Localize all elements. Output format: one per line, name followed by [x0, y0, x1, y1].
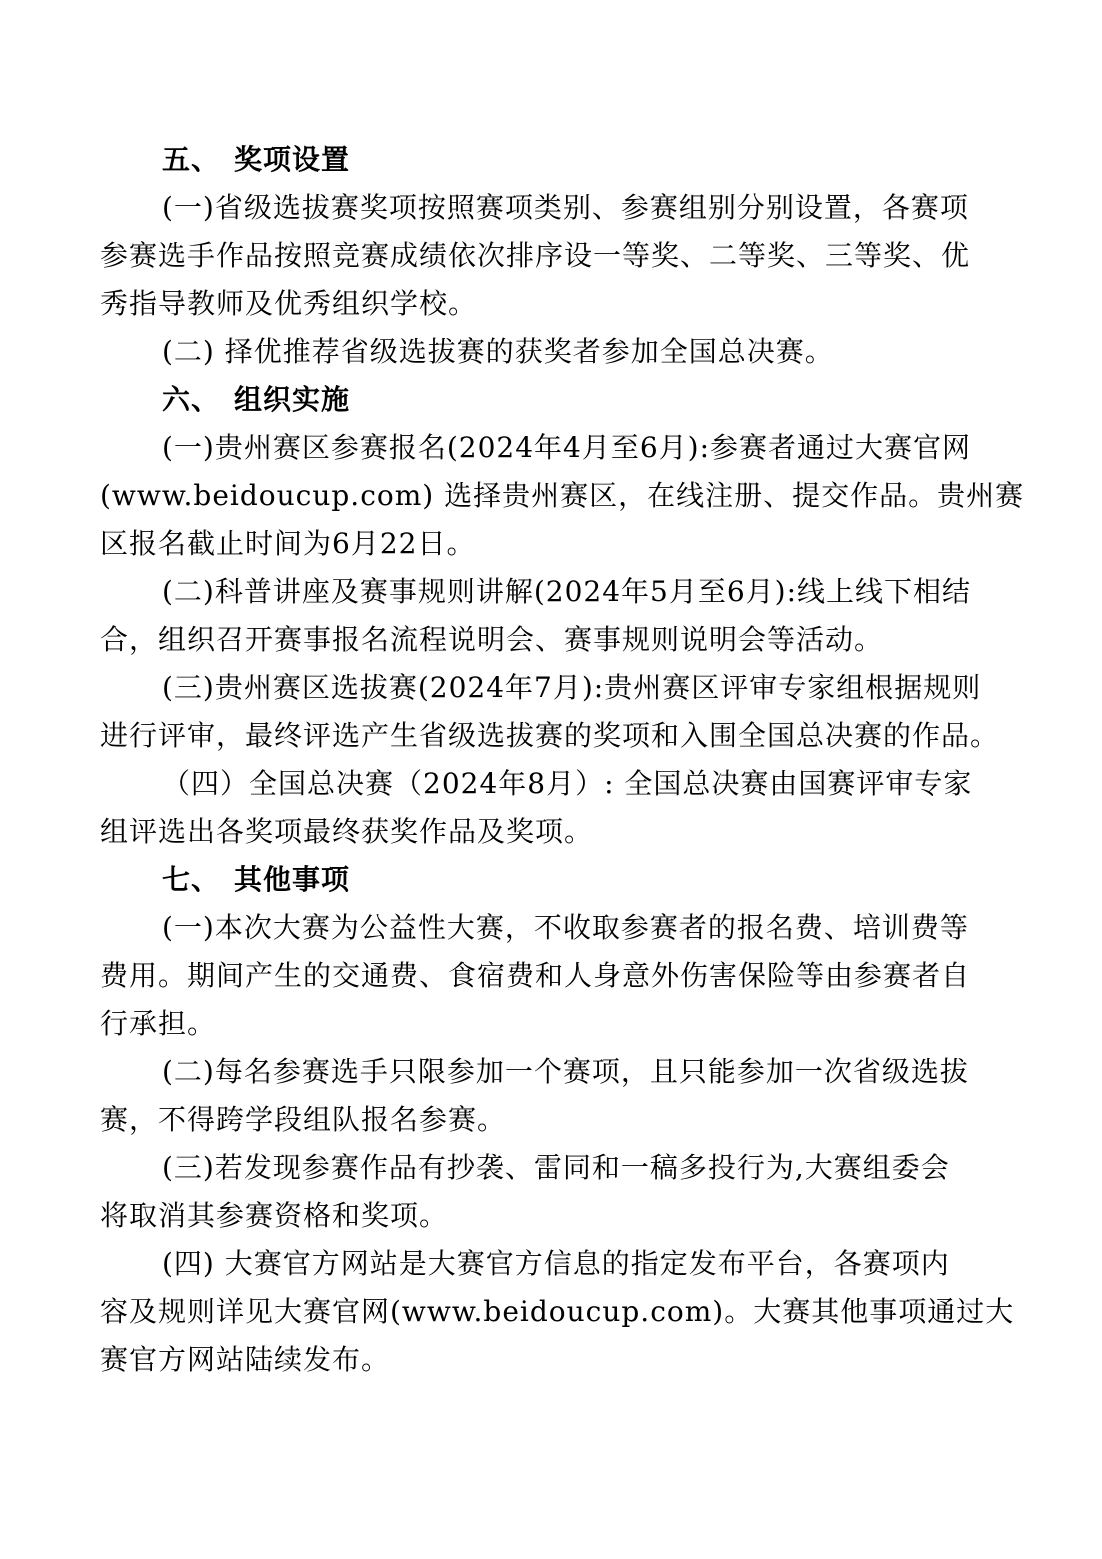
text-line: (一)本次大赛为公益性大赛，不收取参赛者的报名费、培训费等 — [162, 911, 969, 944]
text-line: (四) 大赛官方网站是大赛官方信息的指定发布平台，各赛项内 — [162, 1247, 950, 1280]
section-number: 五、 — [162, 143, 221, 176]
paragraph-6-1 — [100, 424, 1025, 568]
text-line: 赛官方网站陆续发布。 — [100, 1343, 391, 1376]
text-line: 赛，不得跨学段组队报名参赛。 — [100, 1103, 507, 1136]
text-line: (二)每名参赛选手只限参加一个赛项，且只能参加一次省级选拔 — [162, 1055, 969, 1088]
paragraph-6-4 — [100, 760, 1000, 856]
text-line: 行承担。 — [100, 1007, 217, 1040]
section-title: 奖项设置 — [234, 143, 351, 176]
paragraph-7-2 — [100, 1048, 1000, 1144]
section-heading-5 — [100, 136, 1000, 184]
text-line: 将取消其参赛资格和奖项。 — [100, 1199, 449, 1232]
paragraph-7-4 — [100, 1240, 1015, 1384]
paragraph-7-1 — [100, 904, 1000, 1048]
paragraph-6-2 — [100, 568, 1000, 664]
text-line: 秀指导教师及优秀组织学校。 — [100, 287, 478, 320]
text-line: (一)省级选拔赛奖项按照赛项类别、参赛组别分别设置，各赛项 — [162, 191, 969, 224]
text-line: 容及规则详见大赛官网(www.beidoucup.com)。大赛其他事项通过大 — [100, 1295, 1015, 1328]
text-line: 费用。期间产生的交通费、食宿费和人身意外伤害保险等由参赛者自 — [100, 959, 971, 992]
section-number: 六、 — [162, 383, 221, 416]
section-heading-6 — [100, 376, 1000, 424]
text-line: (www.beidoucup.com) 选择贵州赛区，在线注册、提交作品。贵州赛 — [100, 479, 1025, 512]
section-title: 组织实施 — [234, 383, 351, 416]
paragraph-5-2 — [100, 328, 1000, 376]
text-line: 参赛选手作品按照竞赛成绩依次排序设一等奖、二等奖、三等奖、优 — [100, 239, 971, 272]
text-line: 区报名截止时间为6月22日。 — [100, 527, 476, 560]
text-line: (三)若发现参赛作品有抄袭、雷同和一稿多投行为,大赛组委会 — [162, 1151, 950, 1184]
text-line: (二) 择优推荐省级选拔赛的获奖者参加全国总决赛。 — [162, 335, 834, 368]
paragraph-5-1 — [100, 184, 1000, 328]
section-number: 七、 — [162, 863, 221, 896]
section-heading-7 — [100, 856, 1000, 904]
text-line: (二)科普讲座及赛事规则讲解(2024年5月至6月):线上线下相结 — [162, 575, 972, 608]
text-line: 合，组织召开赛事报名流程说明会、赛事规则说明会等活动。 — [100, 623, 884, 656]
text-line: 组评选出各奖项最终获奖作品及奖项。 — [100, 815, 594, 848]
text-line: 进行评审，最终评选产生省级选拔赛的奖项和入围全国总决赛的作品。 — [100, 719, 1000, 752]
text-line: (三)贵州赛区选拔赛(2024年7月):贵州赛区评审专家组根据规则 — [162, 671, 982, 704]
paragraph-7-3 — [100, 1144, 1000, 1240]
section-title: 其他事项 — [234, 863, 351, 896]
paragraph-6-3 — [100, 664, 1000, 760]
text-line: （四）全国总决赛（2024年8月）: 全国总决赛由国赛评审专家 — [162, 767, 973, 800]
text-line: (一)贵州赛区参赛报名(2024年4月至6月):参赛者通过大赛官网 — [162, 431, 972, 464]
document-body — [100, 136, 1025, 1384]
